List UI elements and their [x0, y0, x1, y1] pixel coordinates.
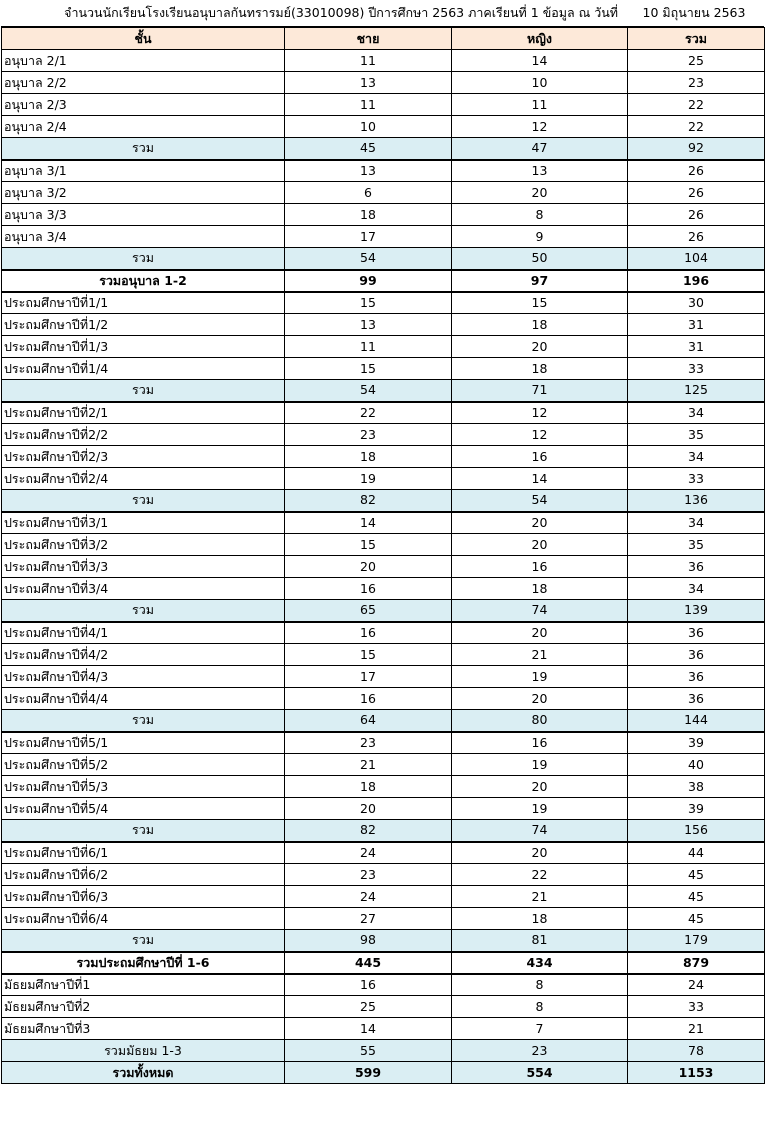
- female-cell: 80: [452, 710, 628, 732]
- male-cell: 16: [285, 688, 452, 710]
- total-cell: 22: [628, 116, 765, 138]
- female-cell: 13: [452, 160, 628, 182]
- female-cell: 16: [452, 556, 628, 578]
- male-cell: 20: [285, 798, 452, 820]
- table-row: [2, 336, 765, 358]
- table-row: [2, 160, 765, 182]
- female-cell: 74: [452, 600, 628, 622]
- female-cell: 16: [452, 732, 628, 754]
- total-cell: 40: [628, 754, 765, 776]
- table-row: [2, 864, 765, 886]
- class-name-cell: ประถมศึกษาปีที่5/1: [2, 732, 285, 754]
- total-cell: 34: [628, 446, 765, 468]
- female-cell: 23: [452, 1040, 628, 1062]
- total-cell: 45: [628, 864, 765, 886]
- student-count-table: [1, 27, 765, 1084]
- class-name-cell: มัธยมศึกษาปีที่1: [2, 974, 285, 996]
- class-name-cell: อนุบาล 2/4: [2, 116, 285, 138]
- class-name-cell: ประถมศึกษาปีที่6/3: [2, 886, 285, 908]
- male-cell: 22: [285, 402, 452, 424]
- table-row: [2, 908, 765, 930]
- female-cell: 20: [452, 622, 628, 644]
- male-cell: 18: [285, 776, 452, 798]
- class-name-cell: ประถมศึกษาปีที่4/4: [2, 688, 285, 710]
- class-name-cell: ประถมศึกษาปีที่3/2: [2, 534, 285, 556]
- male-cell: 27: [285, 908, 452, 930]
- male-cell: 24: [285, 842, 452, 864]
- class-name-cell: รวม: [2, 248, 285, 270]
- subtotal-row: [2, 138, 765, 160]
- total-cell: 26: [628, 160, 765, 182]
- total-cell: 22: [628, 94, 765, 116]
- total-cell: 45: [628, 908, 765, 930]
- table-row: [2, 1018, 765, 1040]
- class-name-cell: รวมทั้งหมด: [2, 1062, 285, 1084]
- class-name-cell: ประถมศึกษาปีที่2/1: [2, 402, 285, 424]
- subtotal-row: [2, 600, 765, 622]
- total-cell: 136: [628, 490, 765, 512]
- class-name-cell: ประถมศึกษาปีที่6/4: [2, 908, 285, 930]
- class-name-cell: รวม: [2, 600, 285, 622]
- male-cell: 54: [285, 380, 452, 402]
- class-name-cell: ประถมศึกษาปีที่1/1: [2, 292, 285, 314]
- class-name-cell: ประถมศึกษาปีที่1/4: [2, 358, 285, 380]
- female-cell: 20: [452, 534, 628, 556]
- class-name-cell: รวมมัธยม 1-3: [2, 1040, 285, 1062]
- male-cell: 54: [285, 248, 452, 270]
- male-cell: 15: [285, 292, 452, 314]
- female-cell: 12: [452, 424, 628, 446]
- male-cell: 19: [285, 468, 452, 490]
- male-cell: 599: [285, 1062, 452, 1084]
- subtotal-row: [2, 380, 765, 402]
- male-cell: 23: [285, 864, 452, 886]
- header-male: ชาย: [285, 28, 452, 50]
- spreadsheet: [1, 0, 764, 1084]
- male-cell: 65: [285, 600, 452, 622]
- total-cell: 31: [628, 336, 765, 358]
- male-cell: 55: [285, 1040, 452, 1062]
- female-cell: 22: [452, 864, 628, 886]
- total-cell: 104: [628, 248, 765, 270]
- male-cell: 16: [285, 622, 452, 644]
- class-name-cell: ประถมศึกษาปีที่5/4: [2, 798, 285, 820]
- total-cell: 36: [628, 622, 765, 644]
- subtotal-row: [2, 710, 765, 732]
- male-cell: 24: [285, 886, 452, 908]
- class-name-cell: อนุบาล 3/2: [2, 182, 285, 204]
- table-row: [2, 688, 765, 710]
- female-cell: 9: [452, 226, 628, 248]
- class-name-cell: ประถมศึกษาปีที่5/3: [2, 776, 285, 798]
- female-cell: 20: [452, 842, 628, 864]
- male-cell: 14: [285, 512, 452, 534]
- table-row: [2, 666, 765, 688]
- class-name-cell: ประถมศึกษาปีที่4/2: [2, 644, 285, 666]
- female-cell: 14: [452, 50, 628, 72]
- female-cell: 74: [452, 820, 628, 842]
- table-row: [2, 578, 765, 600]
- total-cell: 39: [628, 732, 765, 754]
- female-cell: 71: [452, 380, 628, 402]
- male-cell: 64: [285, 710, 452, 732]
- total-cell: 36: [628, 556, 765, 578]
- class-name-cell: ประถมศึกษาปีที่4/1: [2, 622, 285, 644]
- table-row: [2, 622, 765, 644]
- female-cell: 21: [452, 886, 628, 908]
- header-total: รวม: [628, 28, 765, 50]
- table-row: [2, 732, 765, 754]
- subtotal-row: [2, 930, 765, 952]
- male-cell: 16: [285, 974, 452, 996]
- table-row: [2, 842, 765, 864]
- female-cell: 21: [452, 644, 628, 666]
- table-row: [2, 94, 765, 116]
- female-cell: 54: [452, 490, 628, 512]
- class-name-cell: รวม: [2, 930, 285, 952]
- class-name-cell: ประถมศึกษาปีที่5/2: [2, 754, 285, 776]
- table-row: [2, 446, 765, 468]
- table-row: [2, 886, 765, 908]
- class-name-cell: อนุบาล 3/3: [2, 204, 285, 226]
- class-name-cell: มัธยมศึกษาปีที่3: [2, 1018, 285, 1040]
- report-title: จำนวนนักเรียนโรงเรียนอนุบาลกันทรารมย์(33010098) ปีการศึกษา 2563 ภาคเรียนที่ 1 ข้อมูล ณ วันที่: [64, 5, 618, 20]
- report-date: 10 มิถุนายน 2563: [642, 5, 746, 20]
- male-cell: 15: [285, 358, 452, 380]
- total-cell: 25: [628, 50, 765, 72]
- total-cell: 33: [628, 468, 765, 490]
- class-name-cell: อนุบาล 2/2: [2, 72, 285, 94]
- total-cell: 35: [628, 424, 765, 446]
- total-cell: 45: [628, 886, 765, 908]
- female-cell: 20: [452, 776, 628, 798]
- total-cell: 34: [628, 512, 765, 534]
- female-cell: 50: [452, 248, 628, 270]
- total-cell: 31: [628, 314, 765, 336]
- total-cell: 1153: [628, 1062, 765, 1084]
- male-cell: 82: [285, 490, 452, 512]
- male-cell: 13: [285, 72, 452, 94]
- female-cell: 8: [452, 996, 628, 1018]
- subtotal-row: [2, 820, 765, 842]
- class-name-cell: อนุบาล 3/4: [2, 226, 285, 248]
- female-cell: 7: [452, 1018, 628, 1040]
- class-name-cell: อนุบาล 3/1: [2, 160, 285, 182]
- class-name-cell: ประถมศึกษาปีที่3/3: [2, 556, 285, 578]
- table-row: [2, 776, 765, 798]
- total-cell: 36: [628, 688, 765, 710]
- subtotal-row: [2, 248, 765, 270]
- table-row: [2, 358, 765, 380]
- class-name-cell: รวม: [2, 820, 285, 842]
- female-cell: 47: [452, 138, 628, 160]
- total-cell: 36: [628, 666, 765, 688]
- female-cell: 18: [452, 358, 628, 380]
- table-body: [2, 50, 765, 1084]
- level-total-row: [2, 952, 765, 974]
- male-cell: 10: [285, 116, 452, 138]
- total-cell: 26: [628, 182, 765, 204]
- table-row: [2, 314, 765, 336]
- female-cell: 18: [452, 314, 628, 336]
- female-cell: 18: [452, 578, 628, 600]
- table-row: [2, 204, 765, 226]
- table-row: [2, 644, 765, 666]
- table-row: [2, 292, 765, 314]
- subtotal-row: [2, 490, 765, 512]
- female-cell: 434: [452, 952, 628, 974]
- female-cell: 19: [452, 754, 628, 776]
- header-female: หญิง: [452, 28, 628, 50]
- class-name-cell: ประถมศึกษาปีที่1/2: [2, 314, 285, 336]
- female-cell: 97: [452, 270, 628, 292]
- class-name-cell: มัธยมศึกษาปีที่2: [2, 996, 285, 1018]
- total-cell: 156: [628, 820, 765, 842]
- male-cell: 16: [285, 578, 452, 600]
- male-cell: 98: [285, 930, 452, 952]
- table-row: [2, 182, 765, 204]
- class-name-cell: ประถมศึกษาปีที่2/2: [2, 424, 285, 446]
- header-class: ชั้น: [2, 28, 285, 50]
- subtotal-row: [2, 1040, 765, 1062]
- table-row: [2, 50, 765, 72]
- class-name-cell: ประถมศึกษาปีที่1/3: [2, 336, 285, 358]
- total-cell: 179: [628, 930, 765, 952]
- table-row: [2, 468, 765, 490]
- class-name-cell: ประถมศึกษาปีที่3/1: [2, 512, 285, 534]
- table-row: [2, 534, 765, 556]
- female-cell: 19: [452, 798, 628, 820]
- total-cell: 139: [628, 600, 765, 622]
- class-name-cell: อนุบาล 2/3: [2, 94, 285, 116]
- class-name-cell: ประถมศึกษาปีที่3/4: [2, 578, 285, 600]
- total-cell: 34: [628, 402, 765, 424]
- table-row: [2, 402, 765, 424]
- total-cell: 36: [628, 644, 765, 666]
- male-cell: 13: [285, 160, 452, 182]
- total-cell: 26: [628, 204, 765, 226]
- male-cell: 23: [285, 732, 452, 754]
- class-name-cell: รวม: [2, 138, 285, 160]
- table-row: [2, 974, 765, 996]
- female-cell: 11: [452, 94, 628, 116]
- total-cell: 78: [628, 1040, 765, 1062]
- female-cell: 14: [452, 468, 628, 490]
- total-cell: 24: [628, 974, 765, 996]
- female-cell: 554: [452, 1062, 628, 1084]
- class-name-cell: รวม: [2, 710, 285, 732]
- class-name-cell: รวมอนุบาล 1-2: [2, 270, 285, 292]
- female-cell: 81: [452, 930, 628, 952]
- female-cell: 12: [452, 402, 628, 424]
- female-cell: 10: [452, 72, 628, 94]
- table-row: [2, 512, 765, 534]
- table-row: [2, 116, 765, 138]
- male-cell: 11: [285, 336, 452, 358]
- male-cell: 17: [285, 226, 452, 248]
- male-cell: 21: [285, 754, 452, 776]
- male-cell: 15: [285, 644, 452, 666]
- female-cell: 15: [452, 292, 628, 314]
- total-cell: 33: [628, 358, 765, 380]
- male-cell: 18: [285, 204, 452, 226]
- total-cell: 21: [628, 1018, 765, 1040]
- total-cell: 30: [628, 292, 765, 314]
- female-cell: 20: [452, 336, 628, 358]
- total-cell: 144: [628, 710, 765, 732]
- male-cell: 13: [285, 314, 452, 336]
- total-cell: 26: [628, 226, 765, 248]
- table-row: [2, 226, 765, 248]
- class-name-cell: ประถมศึกษาปีที่6/2: [2, 864, 285, 886]
- table-row: [2, 72, 765, 94]
- table-row: [2, 424, 765, 446]
- total-cell: 23: [628, 72, 765, 94]
- female-cell: 12: [452, 116, 628, 138]
- total-cell: 196: [628, 270, 765, 292]
- male-cell: 25: [285, 996, 452, 1018]
- male-cell: 45: [285, 138, 452, 160]
- grand-total-row: [2, 1062, 765, 1084]
- class-name-cell: อนุบาล 2/1: [2, 50, 285, 72]
- male-cell: 99: [285, 270, 452, 292]
- class-name-cell: ประถมศึกษาปีที่4/3: [2, 666, 285, 688]
- male-cell: 23: [285, 424, 452, 446]
- class-name-cell: รวม: [2, 490, 285, 512]
- female-cell: 16: [452, 446, 628, 468]
- female-cell: 20: [452, 182, 628, 204]
- female-cell: 18: [452, 908, 628, 930]
- male-cell: 82: [285, 820, 452, 842]
- total-cell: 38: [628, 776, 765, 798]
- male-cell: 11: [285, 50, 452, 72]
- class-name-cell: รวม: [2, 380, 285, 402]
- class-name-cell: ประถมศึกษาปีที่2/3: [2, 446, 285, 468]
- total-cell: 44: [628, 842, 765, 864]
- male-cell: 445: [285, 952, 452, 974]
- male-cell: 15: [285, 534, 452, 556]
- class-name-cell: รวมประถมศึกษาปีที่ 1-6: [2, 952, 285, 974]
- table-row: [2, 798, 765, 820]
- female-cell: 8: [452, 974, 628, 996]
- female-cell: 20: [452, 688, 628, 710]
- male-cell: 20: [285, 556, 452, 578]
- header-row: [2, 28, 765, 50]
- total-cell: 879: [628, 952, 765, 974]
- level-total-row: [2, 270, 765, 292]
- total-cell: 33: [628, 996, 765, 1018]
- total-cell: 125: [628, 380, 765, 402]
- male-cell: 6: [285, 182, 452, 204]
- female-cell: 20: [452, 512, 628, 534]
- total-cell: 35: [628, 534, 765, 556]
- total-cell: 92: [628, 138, 765, 160]
- total-cell: 34: [628, 578, 765, 600]
- class-name-cell: ประถมศึกษาปีที่2/4: [2, 468, 285, 490]
- female-cell: 19: [452, 666, 628, 688]
- table-row: [2, 996, 765, 1018]
- class-name-cell: ประถมศึกษาปีที่6/1: [2, 842, 285, 864]
- female-cell: 8: [452, 204, 628, 226]
- male-cell: 14: [285, 1018, 452, 1040]
- table-row: [2, 754, 765, 776]
- male-cell: 18: [285, 446, 452, 468]
- table-row: [2, 556, 765, 578]
- title-row: [1, 0, 764, 27]
- male-cell: 11: [285, 94, 452, 116]
- total-cell: 39: [628, 798, 765, 820]
- male-cell: 17: [285, 666, 452, 688]
